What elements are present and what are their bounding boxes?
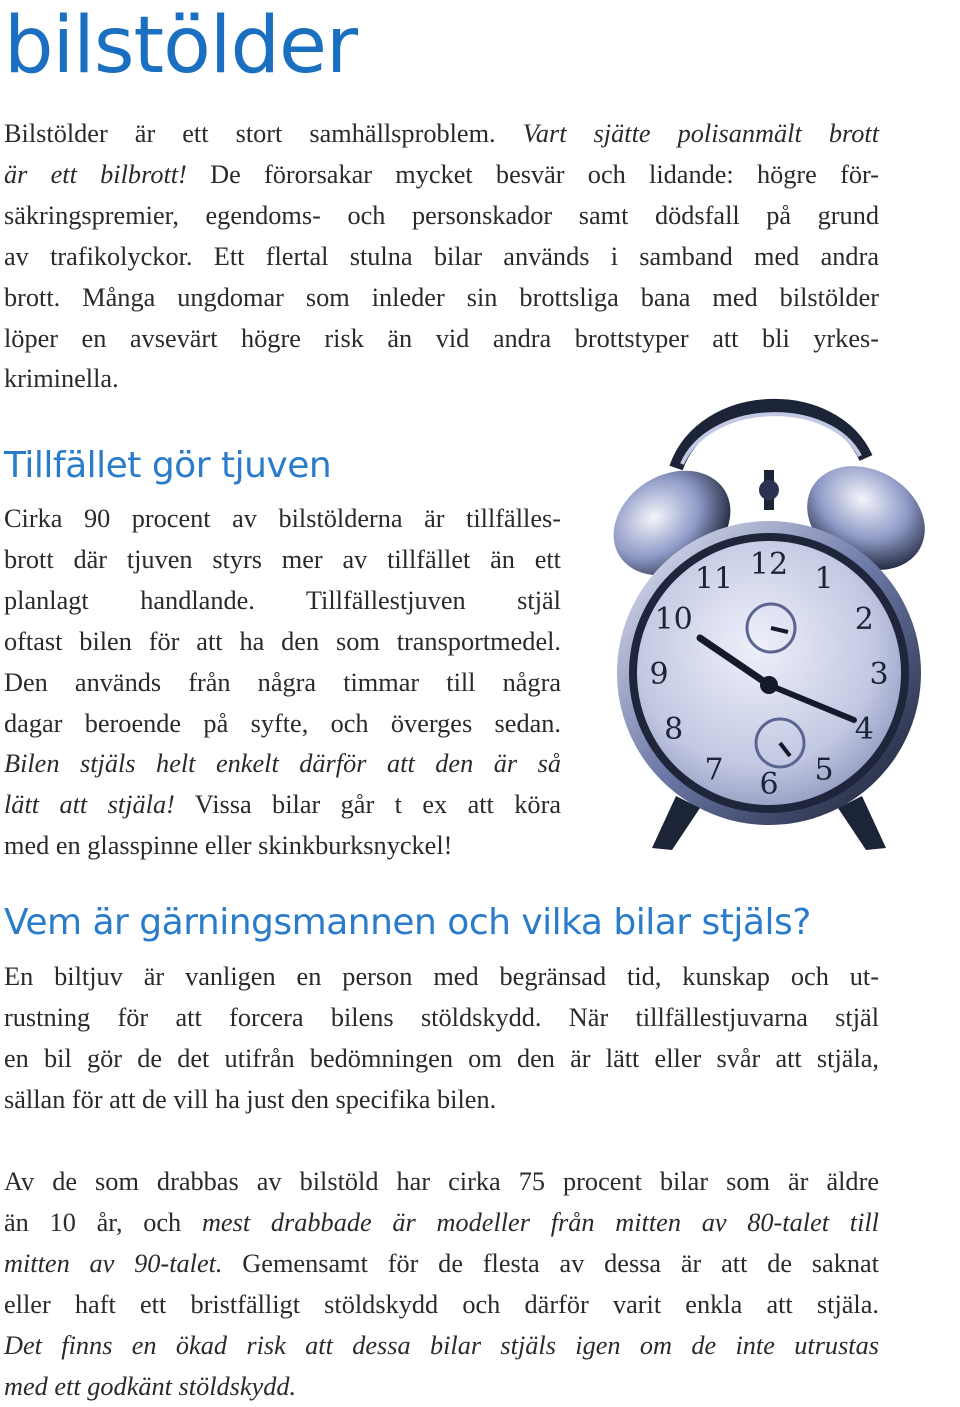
text-line [4, 1367, 879, 1407]
italic-span: Vart sjätte polisanmält brott [522, 119, 880, 148]
text-line: sällan för att de vill ha just den specifika bilen. [4, 1084, 497, 1114]
text-line [4, 744, 561, 785]
section-heading-vem: Vem är gärningsmannen och vilka bilar stjäls? [4, 902, 811, 943]
text-line: löper en avsevärt högre risk än vid andra brottstyper att bli yrkes- [4, 323, 879, 353]
section2-paragraph [4, 957, 879, 1121]
clock-numeral: 6 [759, 767, 779, 802]
text-line: oftast bilen för att ha den som transportmedel. [4, 626, 561, 656]
italic-span: är ett bilbrott! [4, 159, 187, 189]
text-line: planlagt handlande. Tillfällestjuven stjäl [4, 585, 561, 615]
section-heading-tillfallet: Tillfället gör tjuven [4, 445, 332, 486]
text-line: dagar beroende på syfte, och överges sedan. [4, 708, 561, 738]
italic-span: med ett godkänt stöldskydd. [4, 1371, 297, 1401]
text-line [4, 1203, 879, 1244]
text-line: rustning för att forcera bilens stöldskydd. När tillfällestjuvarna stjäl [4, 1002, 879, 1032]
alarm-clock-icon [604, 398, 934, 882]
clock-numeral: 3 [869, 657, 889, 692]
text-line [4, 1326, 879, 1367]
text-line [4, 155, 879, 196]
hammer-knob [759, 480, 779, 500]
text-line: Den används från några timmar till några [4, 667, 561, 697]
clock-numeral: 4 [854, 712, 874, 747]
text-line: Av de som drabbas av bilstöld har cirka 75 procent bilar som är äldre [4, 1167, 879, 1196]
text-span: Bilstölder är ett stort samhällsproblem. [4, 119, 523, 148]
text-span: än 10 år, och [4, 1207, 202, 1237]
text-line: med en glasspinne eller skinkburksnyckel! [4, 831, 453, 861]
text-line [4, 114, 879, 155]
text-line: en bil gör de det utifrån bedömningen om den är lätt eller svår att stjäla, [4, 1043, 879, 1073]
italic-span: mest drabbade är modeller från mitten av 80-talet till [201, 1207, 879, 1237]
clock-numeral: 5 [814, 752, 834, 788]
text-line: brott där tjuven styrs mer av tillfället än ett [4, 544, 561, 574]
text-span: Vissa bilar går t ex att köra [174, 790, 561, 820]
italic-span: Det finns en ökad risk att dessa bilar stjäls igen om de inte utrustas [4, 1330, 879, 1360]
clock-numeral: 10 [654, 602, 693, 637]
clock-numeral: 2 [854, 602, 874, 637]
text-line: En biltjuv är vanligen en person med begränsad tid, kunskap och ut- [4, 962, 879, 991]
page-title: bilstölder [4, 1, 358, 91]
text-line: Cirka 90 procent av bilstölderna är tillfälles- [4, 504, 561, 533]
clock-numeral: 7 [704, 752, 724, 788]
text-line [4, 1244, 879, 1285]
text-line: eller haft ett bristfälligt stöldskydd och därför varit enkla att stjäla. [4, 1289, 879, 1319]
clock-numeral: 8 [664, 712, 684, 747]
intro-paragraph [4, 114, 879, 400]
text-line [4, 785, 561, 826]
section1-paragraph [4, 499, 561, 867]
italic-span: lätt att stjäla! [4, 790, 175, 820]
italic-span: mitten av 90-talet. [4, 1248, 223, 1278]
text-span: De förorsakar mycket besvär och lidande: högre för- [186, 159, 879, 189]
hand-pivot [760, 676, 778, 694]
text-line: kriminella. [4, 364, 119, 394]
clock-numeral: 1 [814, 561, 834, 597]
text-line: av trafikolyckor. Ett flertal stulna bilar används i samband med andra [4, 241, 879, 271]
text-span: Gemensamt för de flesta av dessa är att de saknat [222, 1248, 879, 1278]
alarm-clock-image [604, 398, 934, 882]
clock-numeral: 9 [649, 657, 669, 692]
clock-numeral: 12 [749, 547, 789, 582]
italic-span: Bilen stjäls helt enkelt därför att den är så [4, 749, 561, 779]
text-line: säkringspremier, egendoms- och personskador samt dödsfall på grund [4, 200, 879, 230]
clock-numeral: 11 [694, 561, 734, 597]
section3-paragraph [4, 1162, 879, 1407]
text-line: brott. Många ungdomar som inleder sin brottsliga bana med bilstölder [4, 282, 879, 312]
